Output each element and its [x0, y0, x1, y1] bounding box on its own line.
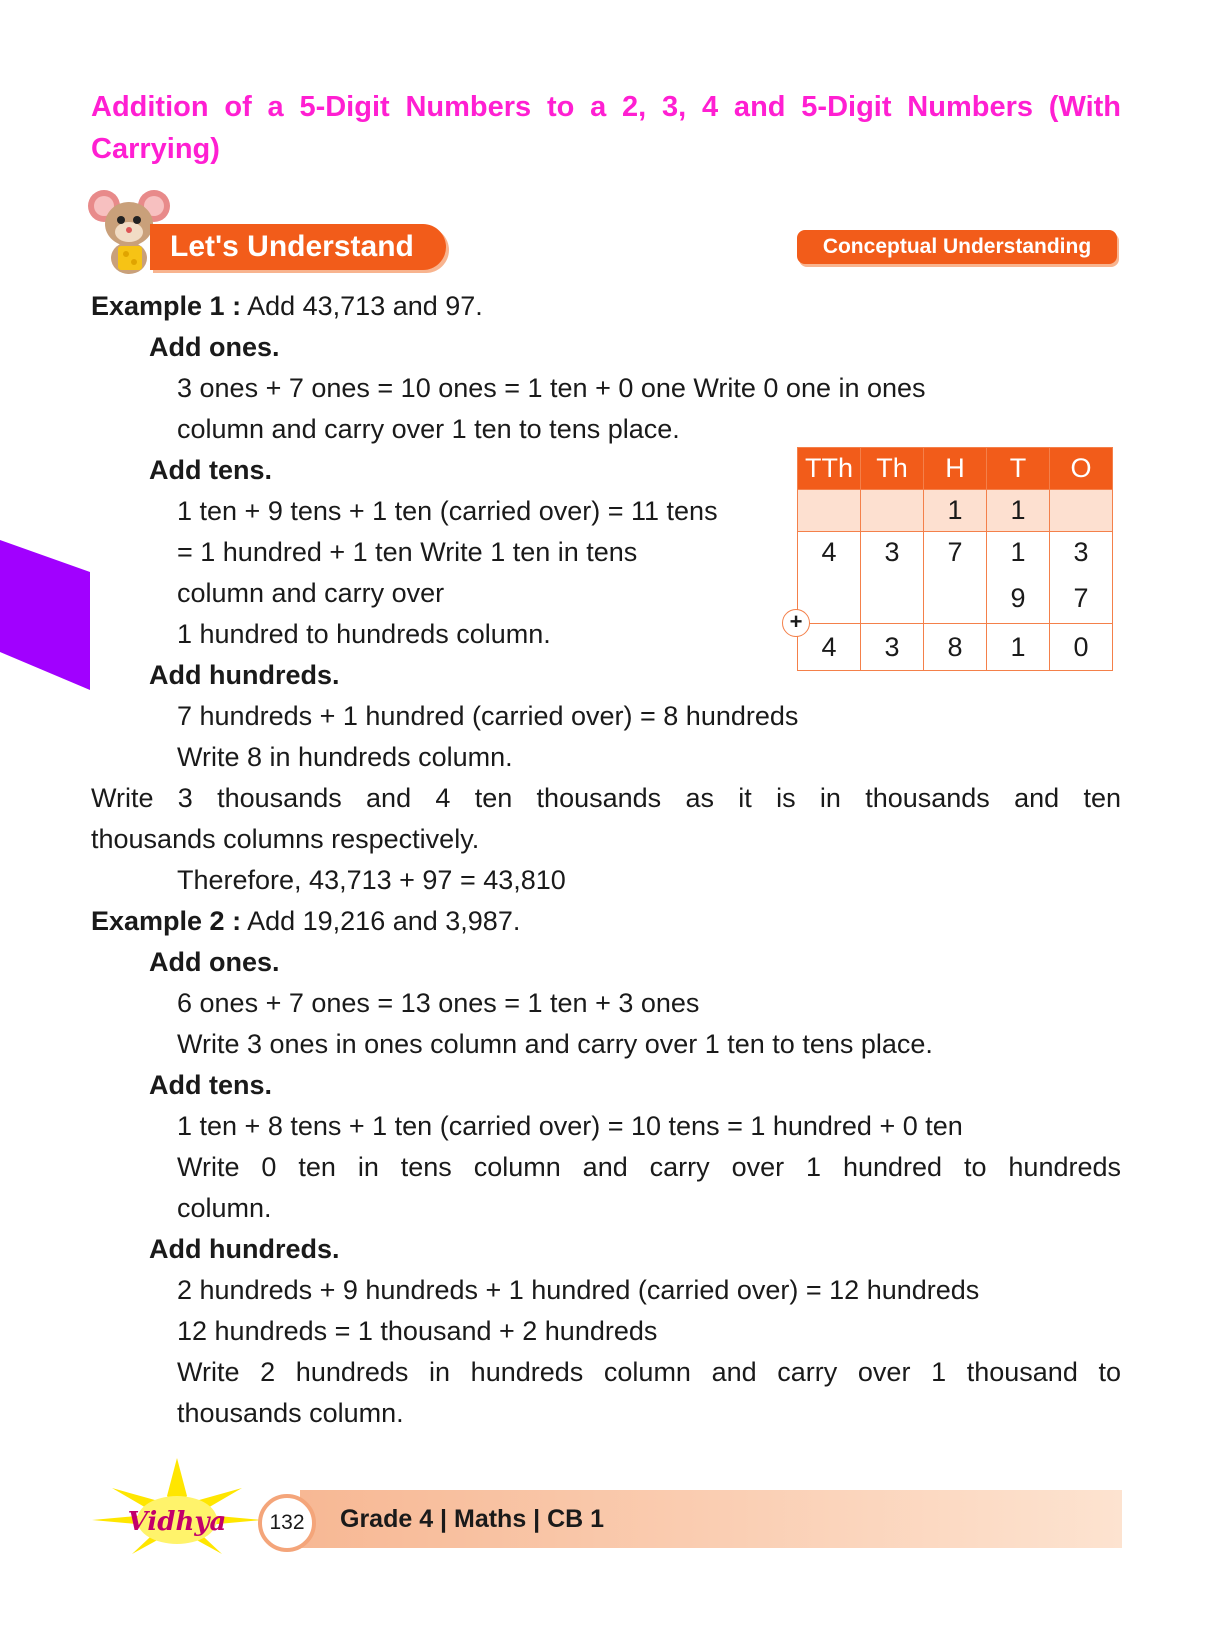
carry-cell: 1 — [924, 490, 987, 532]
example-2-line — [91, 901, 520, 941]
digit-cell — [861, 573, 924, 624]
place-value-table — [797, 447, 1113, 671]
ex1-add-ones-heading: Add ones. — [149, 332, 280, 362]
ex1-add-tens-heading: Add tens. — [149, 455, 273, 485]
ex1-write-line-2: thousands columns respectively. — [91, 824, 480, 854]
page-number: 132 — [258, 1494, 316, 1552]
carry-cell: 1 — [987, 490, 1050, 532]
ex1-therefore: Therefore, 43,713 + 97 = 43,810 — [177, 865, 566, 895]
ex2-tens-line-1: 1 ten + 8 tens + 1 ten (carried over) = 10 tens = 1 hundred + 0 ten — [177, 1111, 963, 1141]
addend-row-2 — [798, 573, 1113, 624]
example-1-text: Add 43,713 and 97. — [247, 291, 483, 321]
ex2-add-hundreds-heading: Add hundreds. — [149, 1234, 340, 1264]
ex1-ones-line-2: column and carry over 1 ten to tens place. — [177, 414, 680, 444]
header-o: O — [1050, 448, 1113, 490]
result-row — [798, 624, 1113, 671]
digit-cell: 7 — [924, 532, 987, 574]
digit-cell: 7 — [1050, 573, 1113, 624]
result-cell: 1 — [987, 624, 1050, 671]
digit-cell — [924, 573, 987, 624]
header-th: Th — [861, 448, 924, 490]
example-1-line — [91, 286, 483, 326]
page-title: Addition of a 5-Digit Numbers to a 2, 3, 4 and 5-Digit Numbers (With Carrying) — [91, 91, 1121, 165]
header-tth: TTh — [798, 448, 861, 490]
svg-text:Vidhya: Vidhya — [127, 1507, 227, 1537]
result-cell: 8 — [924, 624, 987, 671]
digit-cell: 1 — [987, 532, 1050, 574]
ex1-tens-line-2: = 1 hundred + 1 ten Write 1 ten in tens — [177, 537, 638, 567]
ex2-ones-line-2: Write 3 ones in ones column and carry over 1 ten to tens place. — [177, 1029, 933, 1059]
ex1-write-line-1: Write 3 thousands and 4 ten thousands as it is in thousands and ten — [91, 783, 1121, 813]
result-cell: 0 — [1050, 624, 1113, 671]
ex1-hundreds-line-2: Write 8 in hundreds column. — [177, 742, 513, 772]
carry-cell — [1050, 490, 1113, 532]
sun-logo-icon — [92, 1458, 262, 1558]
footer-course-label: Grade 4 | Maths | CB 1 — [340, 1505, 605, 1533]
result-cell: 3 — [861, 624, 924, 671]
ex2-hundreds-line-2: 12 hundreds = 1 thousand + 2 hundreds — [177, 1316, 658, 1346]
ex2-hundreds-line-3: Write 2 hundreds in hundreds column and carry over 1 thousand to — [177, 1357, 1121, 1387]
table-header-row — [798, 448, 1113, 490]
ex1-tens-line-1: 1 ten + 9 tens + 1 ten (carried over) = 11 tens — [177, 496, 718, 526]
example-2-label: Example 2 : — [91, 906, 242, 936]
ex1-hundreds-line-1: 7 hundreds + 1 hundred (carried over) = 8 hundreds — [177, 701, 799, 731]
ex2-tens-line-3: column. — [177, 1193, 272, 1223]
header-h: H — [924, 448, 987, 490]
digit-cell: 4 — [798, 532, 861, 574]
ex1-add-hundreds-heading: Add hundreds. — [149, 660, 340, 690]
ex2-ones-line-1: 6 ones + 7 ones = 13 ones = 1 ten + 3 ones — [177, 988, 700, 1018]
ex1-ones-line-1: 3 ones + 7 ones = 10 ones = 1 ten + 0 one Write 0 one in ones — [177, 373, 926, 403]
plus-sign-icon: + — [782, 609, 810, 637]
result-cell: 4 — [798, 624, 861, 671]
side-decoration-shape — [0, 540, 90, 690]
digit-cell: 9 — [987, 573, 1050, 624]
carry-row — [798, 490, 1113, 532]
ex1-tens-line-4: 1 hundred to hundreds column. — [177, 619, 551, 649]
lets-understand-label: Let's Understand — [170, 230, 414, 263]
example-2-text: Add 19,216 and 3,987. — [247, 906, 521, 936]
addend-row-1 — [798, 532, 1113, 574]
ex2-hundreds-line-1: 2 hundreds + 9 hundreds + 1 hundred (carried over) = 12 hundreds — [177, 1275, 980, 1305]
ex2-add-ones-heading: Add ones. — [149, 947, 280, 977]
ex2-add-tens-heading: Add tens. — [149, 1070, 273, 1100]
ex2-hundreds-line-4: thousands column. — [177, 1398, 404, 1428]
digit-cell: 3 — [1050, 532, 1113, 574]
conceptual-understanding-badge: Conceptual Understanding — [797, 230, 1117, 264]
header-t: T — [987, 448, 1050, 490]
carry-cell — [861, 490, 924, 532]
ex2-tens-line-2: Write 0 ten in tens column and carry over 1 hundred to hundreds — [177, 1152, 1121, 1182]
ex1-tens-line-3: column and carry over — [177, 578, 445, 608]
example-1-label: Example 1 : — [91, 291, 242, 321]
carry-cell — [798, 490, 861, 532]
digit-cell: 3 — [861, 532, 924, 574]
